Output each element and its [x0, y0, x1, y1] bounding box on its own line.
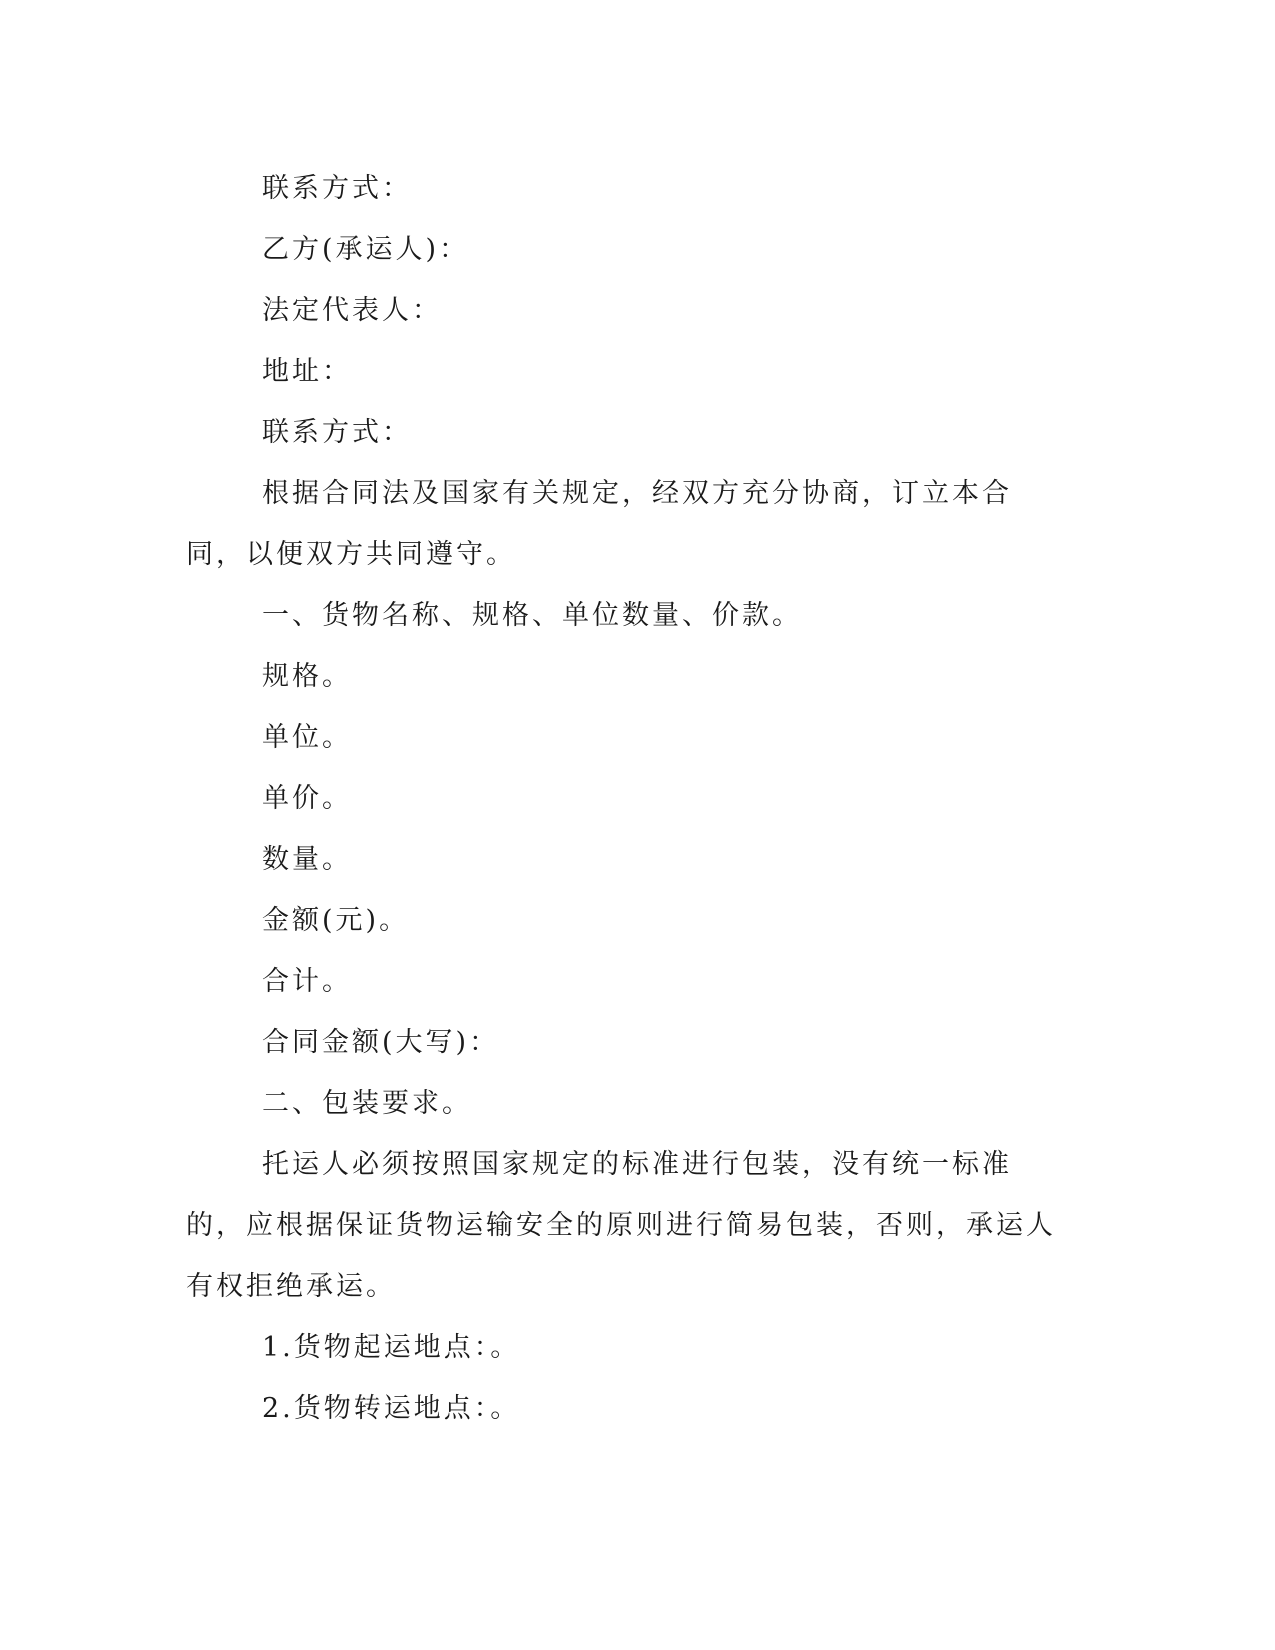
address-label: 地址： — [262, 356, 352, 387]
contract-preamble: 根据合同法及国家有关规定，经双方充分协商，订立本合同，以便双方共同遵守。 — [186, 478, 1012, 570]
packaging-requirement-text: 托运人必须按照国家规定的标准进行包装，没有统一标准的，应根据保证货物运输安全的原则进行简易包装，否则，承运人有权拒绝承运。 — [186, 1149, 1056, 1302]
section-2-heading: 二、包装要求。 — [262, 1088, 472, 1119]
item-quantity: 数量。 — [262, 844, 352, 875]
section-1-heading: 一、货物名称、规格、单位数量、价款。 — [262, 600, 802, 631]
item-specification: 规格。 — [262, 661, 352, 692]
item-amount: 金额(元)。 — [262, 905, 410, 936]
item-unit-price: 单价。 — [262, 783, 352, 814]
transfer-location: 2.货物转运地点：。 — [262, 1393, 521, 1424]
item-unit: 单位。 — [262, 722, 352, 753]
contact-label-party-b: 联系方式： — [262, 417, 412, 448]
contact-label-party-a: 联系方式： — [262, 173, 412, 204]
party-b-carrier-label: 乙方(承运人)： — [262, 234, 470, 265]
contract-amount-uppercase: 合同金额(大写)： — [262, 1027, 500, 1058]
item-total: 合计。 — [262, 966, 352, 997]
legal-representative-label: 法定代表人： — [262, 295, 442, 326]
origin-location: 1.货物起运地点：。 — [262, 1332, 521, 1363]
document-body — [186, 158, 1068, 1439]
